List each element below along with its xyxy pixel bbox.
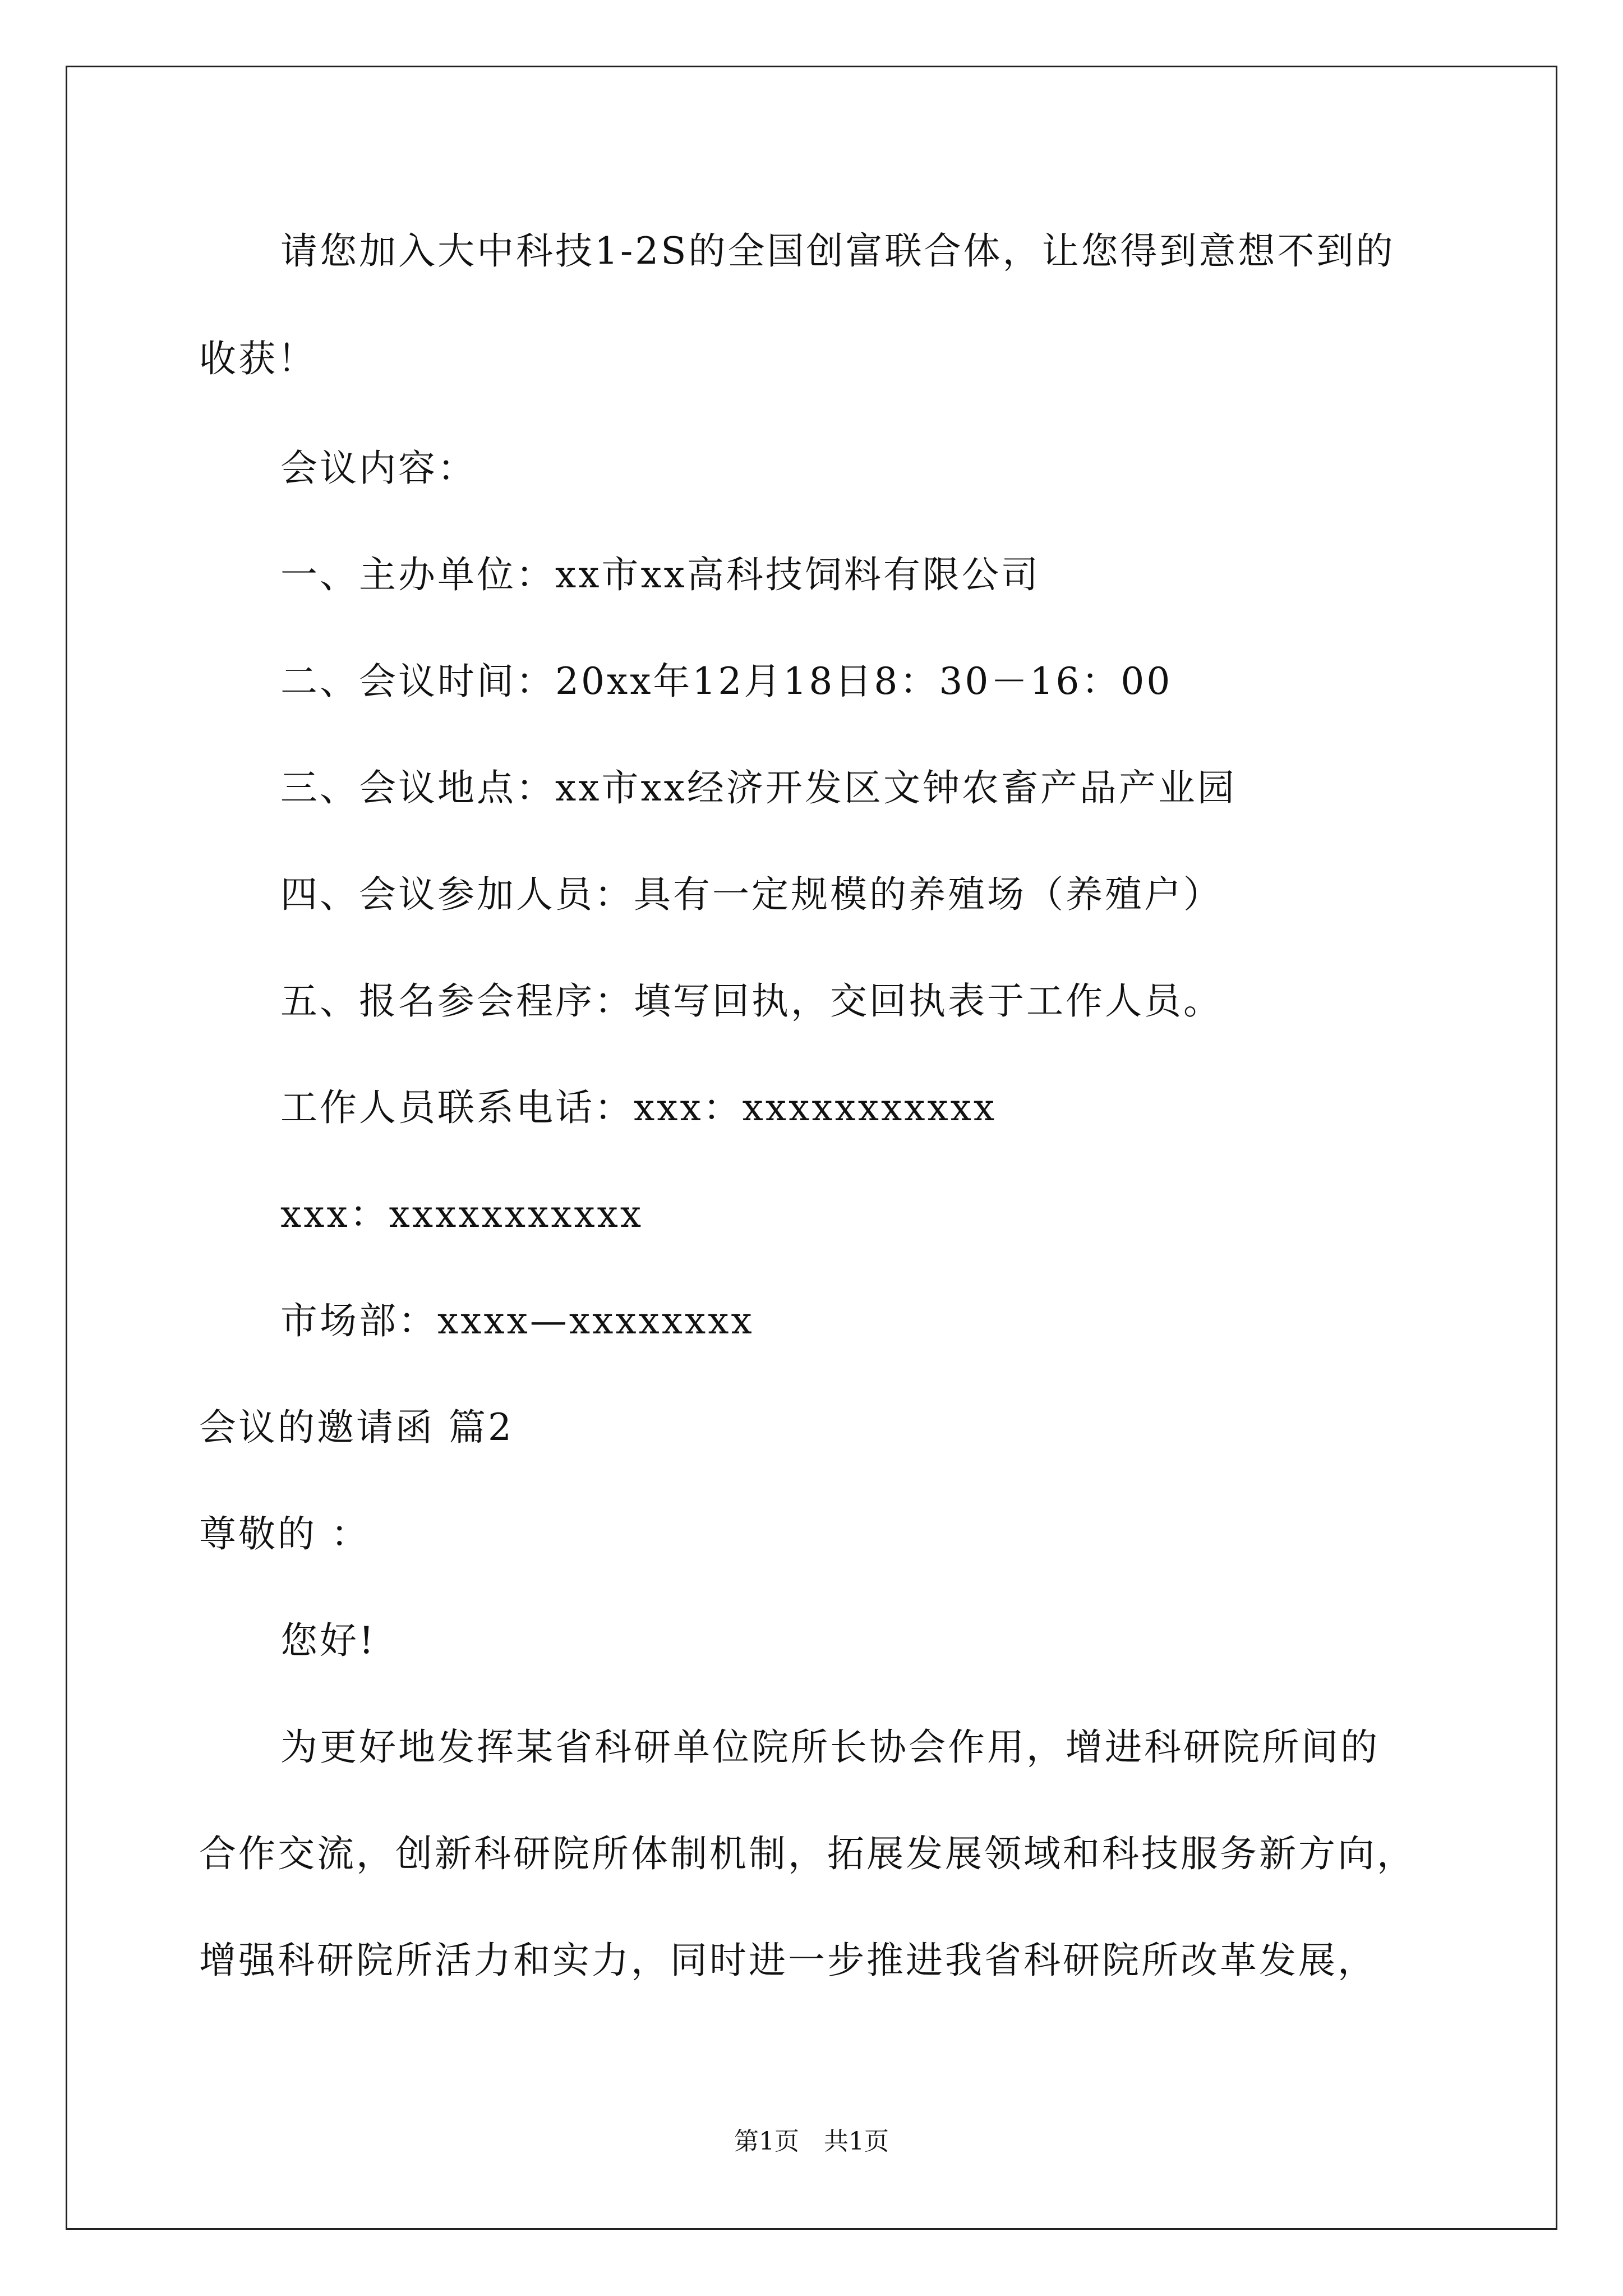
contact-phone-2: xxx：xxxxxxxxxxx — [280, 1193, 644, 1236]
contact-marketing: 市场部：xxxx—xxxxxxxx — [280, 1299, 754, 1342]
salutation: 尊敬的 ： — [199, 1512, 370, 1556]
item-participants: 四、会议参加人员：具有一定规模的养殖场（养殖户） — [280, 873, 1223, 916]
item-organizer: 一、主办单位：xx市xx高科技饲料有限公司 — [280, 553, 1040, 596]
body-line-2: 合作交流，创新科研院所体制机制，拓展发展领域和科技服务新方向， — [199, 1832, 1416, 1875]
page-border — [66, 66, 1557, 2230]
greeting: 您好! — [280, 1619, 376, 1662]
body-line-1: 为更好地发挥某省科研单位院所长协会作用，增进科研院所间的 — [280, 1726, 1380, 1769]
paragraph-line-1: 请您加入大中科技1-2S的全国创富联合体，让您得到意想不到的 — [280, 229, 1395, 273]
page-number-footer: 第1页 共1页 — [734, 2127, 889, 2156]
section-title-part-2: 会议的邀请函 篇2 — [199, 1406, 514, 1449]
section-heading-meeting-content: 会议内容： — [280, 447, 477, 490]
item-meeting-location: 三、会议地点：xx市xx经济开发区文钟农畜产品产业园 — [280, 766, 1237, 809]
contact-phone: 工作人员联系电话：xxx：xxxxxxxxxxx — [280, 1086, 997, 1129]
item-registration: 五、报名参会程序：填写回执，交回执表于工作人员。 — [280, 979, 1223, 1023]
paragraph-line-2: 收获！ — [199, 337, 317, 380]
body-line-3: 增强科研院所活力和实力，同时进一步推进我省科研院所改革发展， — [199, 1939, 1377, 1982]
item-meeting-time: 二、会议时间：20xx年12月18日8：30－16：00 — [280, 660, 1173, 703]
